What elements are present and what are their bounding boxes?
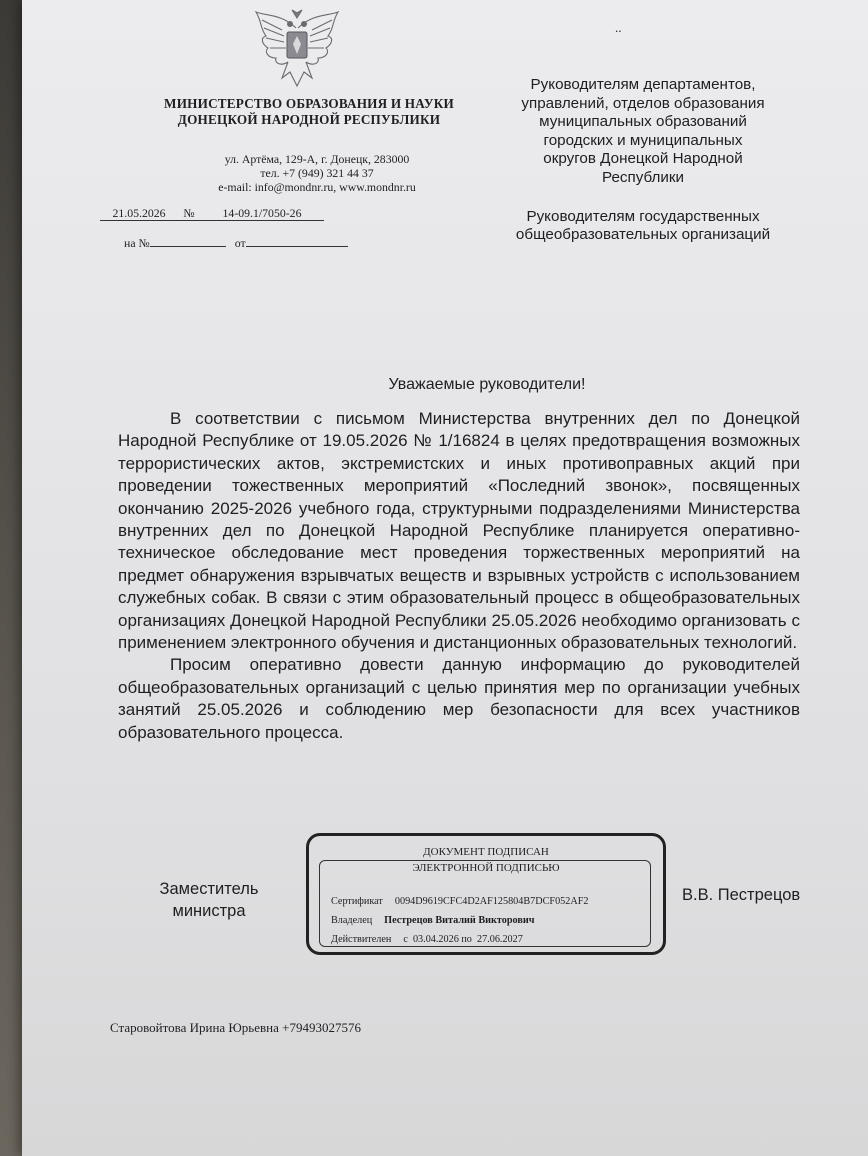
ministry-name <box>134 96 484 128</box>
from-label: от <box>234 236 246 250</box>
ministry-address <box>172 152 462 194</box>
executor-contact: Старовойтова Ирина Юрьевна +79493027576 <box>110 1020 361 1035</box>
signatory-position: Заместитель министра <box>159 880 259 920</box>
document-page <box>22 0 868 1156</box>
phone-line: тел. +7 (949) 321 44 37 <box>260 166 374 180</box>
salutation: Уважаемые руководители! <box>388 376 586 393</box>
address-line: ул. Артёма, 129-А, г. Донецк, 283000 <box>224 152 410 166</box>
ref-number-blank <box>150 246 226 247</box>
stamp-validity: Действителен с 03.04.2026 по 27.06.2027 <box>331 934 523 945</box>
registration-line <box>100 206 324 221</box>
letter-body <box>118 408 800 744</box>
stamp-certificate: Сертификат 0094D9619CFC4D2AF125804B7DCF052AF2 <box>331 896 589 907</box>
recipients-group-2: Руководителям государственных общеобразовательных организаций <box>515 207 771 244</box>
ref-label: на № <box>124 236 150 250</box>
recipients-group-1: Руководителям департаментов, управлений, отделов образования муниципальных образований городских и муниципальных округов Донецкой Народной Республики <box>521 76 765 186</box>
registration-number: 14-09.1/7050-26 <box>200 206 324 221</box>
email-web-line: e-mail: info@mondnr.ru, www.mondnr.ru <box>218 180 416 194</box>
recipients-block <box>488 76 798 265</box>
ref-date-blank <box>246 246 348 247</box>
ministry-name-line1: МИНИСТЕРСТВО ОБРАЗОВАНИЯ И НАУКИ <box>164 96 454 111</box>
number-label: № <box>178 206 200 221</box>
reference-line <box>124 236 348 251</box>
body-paragraph-2: Просим оперативно довести данную информацию до руководителей общеобразовательных организаций с целью принятия мер по организации учебных занятий 25.05.2026 и соблюдению мер безопасности для всех участников образовательного процесса. <box>118 655 800 742</box>
signatory-name: В.В. Пестрецов <box>682 886 801 904</box>
corner-mark: .. <box>615 20 622 35</box>
electronic-signature-stamp <box>306 833 666 955</box>
body-paragraph-1: В соответствии с письмом Министерства внутренних дел по Донецкой Народной Республике от 19.05.2026 № 1/16824 в целях предотвращения возможных террористических актов, экстремистских и иных противоправных акций при проведении тожественных мероприятий «Последний звонок», посвященных окончанию 2025-2026 учебного года, структурными подразделениями Министерства внутренних дел по Донецкой Народной Республике планируется оперативно-техническое обследование мест проведения торжественных мероприятий на предмет обнаружения взрывчатых веществ и взрывных устройств с использованием служебных собак. В связи с этим образовательный процесс в общеобразовательных организациях Донецкой Народной Республики 25.05.2026 необходимо организовать с применением электронного обучения и дистанционных образовательных технологий. <box>118 409 800 653</box>
stamp-title: ДОКУМЕНТ ПОДПИСАН ЭЛЕКТРОННОЙ ПОДПИСЬЮ <box>412 846 560 874</box>
ministry-name-line2: ДОНЕЦКОЙ НАРОДНОЙ РЕСПУБЛИКИ <box>177 112 441 127</box>
coat-of-arms-icon <box>252 6 342 90</box>
registration-date: 21.05.2026 <box>100 206 178 221</box>
stamp-owner: Владелец Пестрецов Виталий Викторович <box>331 915 535 926</box>
